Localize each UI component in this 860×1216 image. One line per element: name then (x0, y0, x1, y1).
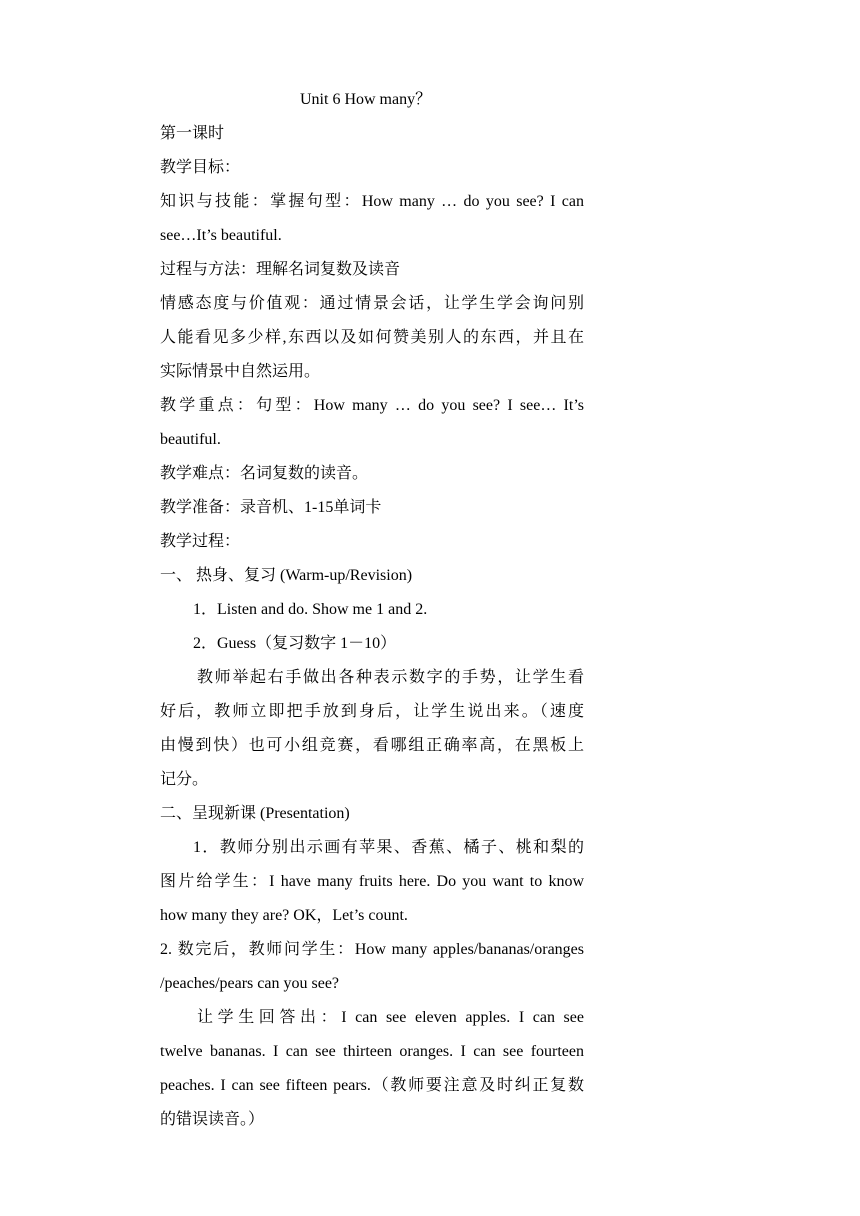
text-line: peaches. I can see fifteen pears.（教师要注意及时纠正复数 (160, 1077, 584, 1094)
section-heading: 一、 热身、复习 (Warm-up/Revision) (160, 567, 413, 584)
text-line: 教学过程： (160, 533, 241, 550)
section-heading: 二、呈现新课 (Presentation) (160, 805, 350, 822)
text-line: 情感态度与价值观：通过情景会话，让学生学会询问别 (160, 295, 584, 312)
text-line: see…It’s beautiful. (160, 227, 282, 244)
text-line: 1．Listen and do. Show me 1 and 2. (193, 601, 428, 618)
text-line: 教学准备：录音机、1-15单词卡 (160, 499, 382, 516)
text-line: /peaches/pears can you see? (160, 975, 340, 992)
text-line: 人能看见多少样,东西以及如何赞美别人的东西，并且在 (160, 329, 584, 346)
text-line: 过程与方法：理解名词复数及读音 (160, 261, 401, 278)
text-line: beautiful. (160, 431, 221, 448)
text-line: 教师举起右手做出各种表示数字的手势，让学生看 (197, 669, 584, 686)
text-line: 的错误读音。） (160, 1111, 265, 1128)
text-line: 由慢到快）也可小组竞赛，看哪组正确率高，在黑板上 (160, 737, 584, 754)
text-line: how many they are? OK，Let’s count. (160, 907, 408, 924)
text-line: 教学难点：名词复数的读音。 (160, 465, 369, 482)
text-line: twelve bananas. I can see thirteen oranges. I can see fourteen (160, 1043, 584, 1060)
text-line: 好后，教师立即把手放到身后，让学生说出来。（速度 (160, 703, 584, 720)
text-line: 1．教师分别出示画有苹果、香蕉、橘子、桃和梨的 (193, 839, 584, 856)
text-line: 2. 数完后，教师问学生：How many apples/bananas/oranges (160, 941, 584, 958)
document-title: Unit 6 How many？ (300, 91, 432, 108)
text-line: 记分。 (160, 771, 209, 788)
text-line: 教学目标： (160, 159, 241, 176)
text-line: 让学生回答出：I can see eleven apples. I can see (197, 1009, 584, 1026)
text-line: 教学重点：句型：How many … do you see? I see… It’s (160, 397, 584, 414)
text-line: 图片给学生：I have many fruits here. Do you want to know (160, 873, 584, 890)
text-line: 实际情景中自然运用。 (160, 363, 321, 380)
text-line: 第一课时 (160, 125, 225, 142)
text-line: 2．Guess（复习数字 1－10） (193, 635, 397, 652)
text-line: 知识与技能：掌握句型：How many … do you see? I can (160, 193, 584, 210)
